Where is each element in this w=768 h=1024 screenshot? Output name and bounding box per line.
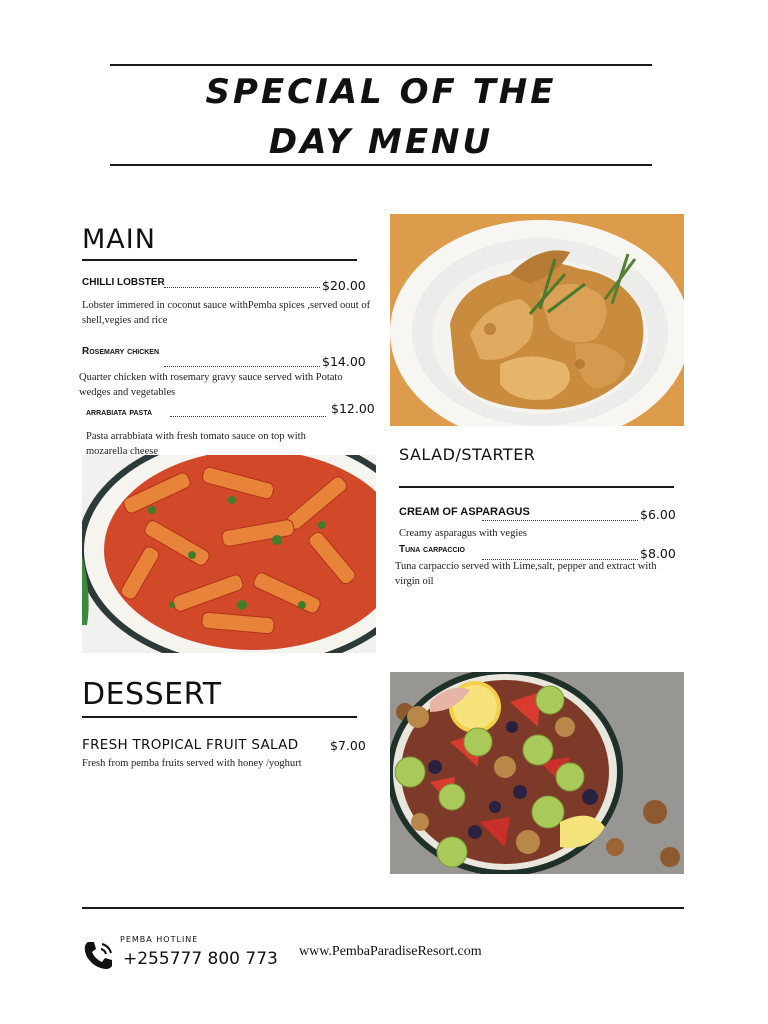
menu-item-price: $12.00 [331,401,375,416]
salad-heading-rule [399,486,674,488]
menu-item-name: Rosemary chicken [82,346,160,357]
fruit-salad-photo [390,672,684,874]
price-leader [164,287,320,288]
pasta-arrabbiata-photo [82,455,376,653]
title-top-rule [110,64,652,66]
menu-item-name: CREAM OF ASPARAGUS [399,506,530,518]
hotline-phone-number[interactable]: +255777 800 773 [123,949,278,969]
menu-item-description: Tuna carpaccio served with Lime,salt, pepper and extract with virgin oil [395,561,657,587]
main-heading: MAIN [82,224,156,255]
menu-title-line-1: SPECIAL OF THE [205,72,557,112]
menu-item-price: $8.00 [640,546,676,561]
menu-item-price: $7.00 [330,738,366,753]
menu-item-description: Creamy asparagus with vegies [399,528,528,539]
dessert-heading: DESSERT [82,677,222,712]
menu-item-name: FRESH TROPICAL FRUIT SALAD [82,737,299,753]
menu-item-price: $6.00 [640,507,676,522]
footer-rule [82,907,684,909]
menu-item-description: Quarter chicken with rosemary gravy sauce served with Potato wedges and vegetables [79,372,343,398]
phone-icon [82,938,116,972]
website-link[interactable]: www.PembaParadiseResort.com [299,944,482,959]
salad-heading: SALAD/STARTER [399,445,536,464]
title-bottom-rule [110,164,652,166]
main-heading-rule [82,259,357,261]
dessert-heading-rule [82,716,357,718]
price-leader [482,520,638,521]
menu-item-description: Lobster immered in coconut sauce withPemba spices ,served oout of shell,vegies and rice [82,300,371,326]
menu-item-name: CHILLI LOBSTER [82,277,165,288]
menu-item-description: Pasta arrabbiata with fresh tomato sauce on top with mozarella cheese [86,431,306,455]
menu-item-name: arrabiata pasta [86,407,153,418]
menu-item-name: Tuna carpaccio [399,544,465,555]
menu-item-description: Fresh from pemba fruits served with honey /yoghurt [82,758,302,769]
hotline-label: PEMBA HOTLINE [120,935,199,944]
menu-item-price: $20.00 [322,278,366,293]
price-leader [164,366,320,367]
menu-title-line-2: DAY MENU [268,122,494,162]
menu-item-price: $14.00 [322,354,366,369]
roast-chicken-photo [390,214,684,426]
price-leader [170,416,326,417]
